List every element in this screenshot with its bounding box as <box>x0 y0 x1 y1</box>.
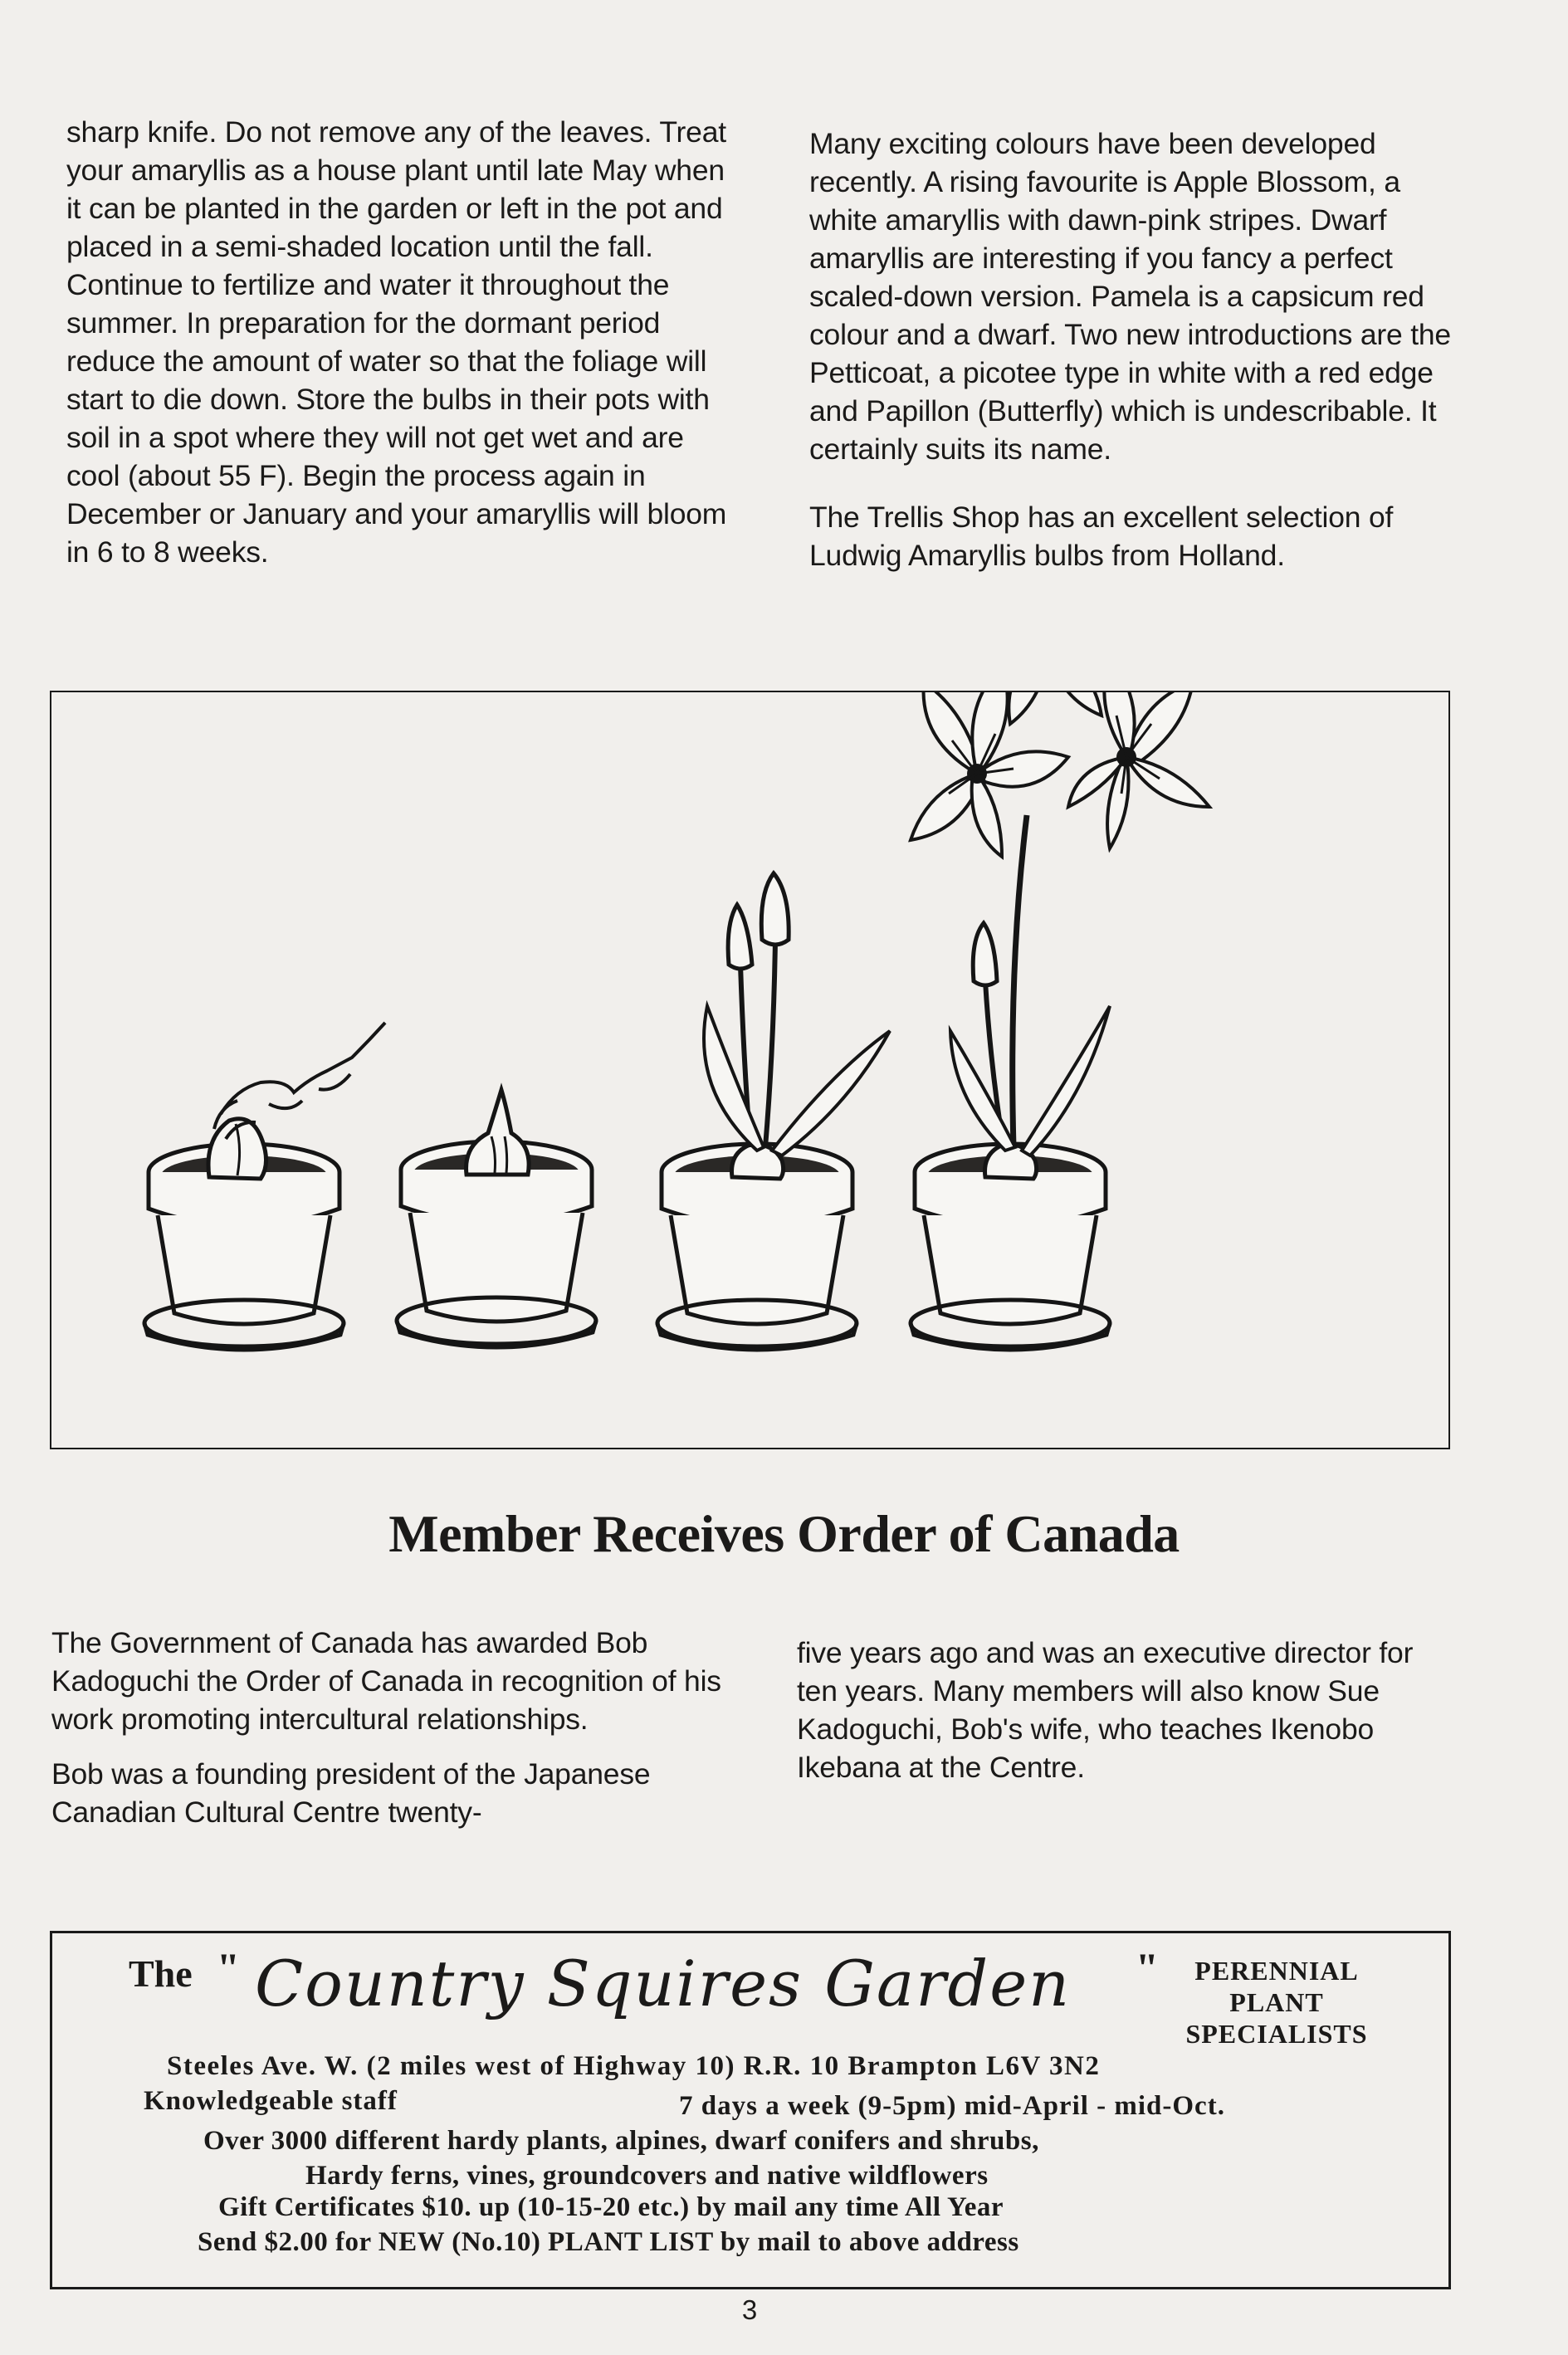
page-number: 3 <box>741 2294 758 2325</box>
founding-president-paragraph: Bob was a founding president of the Japanese Canadian Cultural Centre twenty- <box>51 1757 651 1829</box>
ad-plant-list: Send $2.00 for NEW (No.10) PLANT LIST by mail to above address <box>198 2227 1019 2257</box>
amaryllis-growth-illustration <box>50 691 1450 1449</box>
ad-quote-close: " <box>1136 1944 1159 1991</box>
ad-offer: Over 3000 different hardy plants, alpines, dwarf conifers and shrubs, <box>203 2126 1039 2156</box>
article-column-bottom-left <box>51 1624 732 1831</box>
order-of-canada-paragraph: The Government of Canada has awarded Bob Kadoguchi the Order of Canada in recognition of his work promoting intercultural relationships. <box>51 1626 721 1736</box>
ad-gift-certificates: Gift Certificates $10. up (10-15-20 etc.) by mail any time All Year <box>218 2192 1004 2222</box>
illustration-svg <box>51 692 1448 1448</box>
country-squires-garden-advertisement <box>50 1931 1451 2289</box>
ad-address: Steeles Ave. W. (2 miles west of Highway 10) R.R. 10 Brampton L6V 3N2 <box>167 2051 1101 2081</box>
ad-staff: Knowledgeable staff <box>144 2086 398 2116</box>
trellis-shop-paragraph: The Trellis Shop has an excellent selection of Ludwig Amaryllis bulbs from Holland. <box>809 501 1394 572</box>
ad-quote-open: " <box>217 1944 240 1991</box>
ad-specialty-line-3: SPECIALISTS <box>1185 2019 1368 2049</box>
executive-director-paragraph: five years ago and was an executive director for ten years. Many members will also know Sue Kadoguchi, Bob's wife, who teaches Ikenobo Ikebana at the Centre. <box>797 1636 1414 1784</box>
article-column-top-right <box>809 125 1473 574</box>
amaryllis-care-text: sharp knife. Do not remove any of the leaves. Treat your amaryllis as a house plant until late May when it can be planted in the garden or left in the pot and placed in a semi-shaded location until the fall. Continue to fertilize and water it throughout the summer. In preparation for the dormant period reduce the amount of water so that the foliage will start to die down. Store the bulbs in their pots with soil in a spot where they will not get wet and are cool (about 55 F). Begin the process again in December or January and your amaryllis will bloom in 6 to 8 weeks. <box>66 115 727 569</box>
article-column-bottom-right <box>797 1634 1461 1786</box>
ad-offer-ferns: Hardy ferns, vines, groundcovers and native wildflowers <box>305 2161 989 2191</box>
ad-business-name: Country Squires Garden <box>255 1947 1072 2020</box>
ad-hours: 7 days a week (9-5pm) mid-April - mid-Oct. <box>679 2091 1225 2121</box>
stage-budding-plant <box>657 873 890 1350</box>
ad-the-word: The <box>129 1952 193 1995</box>
article-column-top-left <box>66 113 730 571</box>
stage-sprouting-bulb <box>397 1090 596 1347</box>
stage-planting-bulb <box>144 1023 385 1350</box>
ad-specialty-line-2: PLANT <box>1229 1987 1324 2017</box>
article-headline: Member Receives Order of Canada <box>388 1504 1180 1563</box>
amaryllis-colours-paragraph: Many exciting colours have been developed recently. A rising favourite is Apple Blossom, a white amaryllis with dawn-pink stripes. Dwarf amaryllis are interesting if you fancy a perfect scaled-down version. Pamela is a capsicum red colour and a dwarf. Two new introductions are the Petticoat, a picotee type in white with a red edge and Papillon (Butterfly) which is undescribable. It certainly suits its name. <box>809 127 1451 466</box>
stage-flowering-plant <box>911 692 1209 1350</box>
ad-specialty-line-1: PERENNIAL <box>1194 1956 1359 1986</box>
ad-specialty <box>1181 1955 1372 2050</box>
